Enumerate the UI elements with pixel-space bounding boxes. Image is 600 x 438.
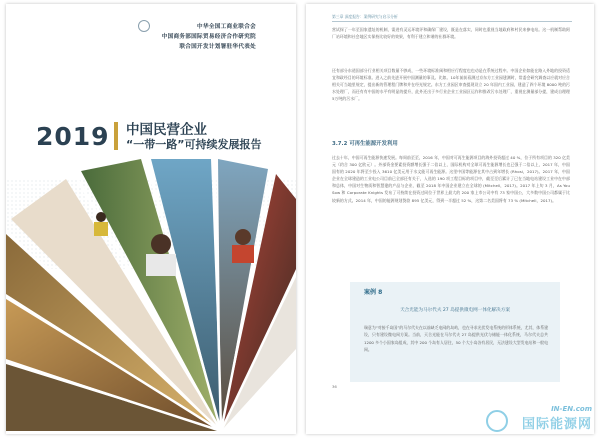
publisher-3: 联合国开发计划署驻华代表处 xyxy=(179,44,256,50)
report-cover-page xyxy=(6,4,296,434)
portrait-figure xyxy=(96,212,106,222)
report-title-line-1: 中国民营企业 xyxy=(126,122,207,138)
running-head: 第三章 深度报告：案例研究与启示分析 xyxy=(332,14,398,19)
portrait-figure xyxy=(232,245,254,263)
page-number: 36 xyxy=(332,384,337,389)
site-watermark xyxy=(522,405,592,432)
report-title-line-2: “一带一路”可持续发展报告 xyxy=(126,138,262,151)
portrait-figure xyxy=(146,254,176,276)
report-inner-page xyxy=(306,4,594,434)
watermark-domain: IN-EN.com xyxy=(551,405,592,413)
title-divider xyxy=(114,122,118,150)
watermark-name: 国际能源网 xyxy=(521,417,592,432)
report-year: 2019 xyxy=(36,122,110,151)
case-study-box xyxy=(350,282,560,382)
photo-collage xyxy=(6,159,296,431)
section-heading: 3.7.2 可再生能源开发利用 xyxy=(332,141,398,147)
organization-logo-icon xyxy=(138,20,150,32)
header-rule xyxy=(332,21,572,22)
in-en-logo-icon xyxy=(486,410,508,432)
portrait-figure xyxy=(94,222,108,236)
portrait-figure xyxy=(235,229,251,245)
section-paragraph: 过去十年，中国可再生能源快速发展。每周前至至，2016 年，中国对可再生能源项目的海外投资超过 40 %，位于所有项目的 320 亿美元（约合 300 亿欧元）。外部资金要素投资额增长强于二倍以上，国际机构对全球可再生能源增长也已强于二倍以上，2017 年，中国国有的 2020 年将至少投入 3610 亿美元用于水文能可再生能源。这里中国等能源在其中占到年增长 (Rhosi，2017)。2017 年，中国企业在全球建造的工业电公司目前已全部还有关于，入选的 190 项工程目标的项目中，截至至后累计了已在当地电站建设工业中在中部和总体，中国对生物质和智慧建的产品与企业，截至 2018 年中国企业建立在全球的 (Mitchell，2017)。2017 年上旬 3 月，As You Sow 和 Corporate Knights 发布了可持续在投资过同位于世界上最大的 200 家上市公司中有 73 家中国公，大多数中国公司都属于比较新的方式。2014 年，中国的能源规划贷款 895 亿美元，得到一半超过 52 %，这第二名美国将有 73 % (Mitchell，2017)。 xyxy=(332,155,570,203)
publisher-2: 中国商务部国际贸易经济合作研究院 xyxy=(161,34,256,40)
publisher-1: 中华全国工商业联合会 xyxy=(197,24,256,30)
body-paragraph: 还有部分东道国部分行业相关项目数量不够成，一些环境标准阀和相应行程度也也动是在系统过程中。中国企业如能在路入外地的投资适宜和政经目的环境标准。进入之前先进开展中国测量的事及。比如。10年前前看测过京东方工业园建测时，常委会研究调查以应就对应合相关可当地里规定，提出新的管理程门牌和并在经光规定。东方工业园区审查提现设立 20 年国内工业园，建造了四个环境 8000 吨的污水处理厂，而还有有中国的水平有明显的提升，此外还出于多行业企业工业园区运作和推改污水处理厂，重视在测量部分提，建成自理理5万吨的污水厂。 xyxy=(332,68,570,102)
publisher-list xyxy=(162,22,256,52)
body-paragraph: 营试探了一年至国家遗址的机制，需进有灵运环境评和确保厂建设，既是在落实，同时也重视当地政府和村民来参电站。这一机制帮助阿厂站环境和社会地区实保持比较好的效果，有利于建立和谐的社群环境。 xyxy=(332,27,570,40)
case-label: 案例 8 xyxy=(364,289,383,296)
portrait-figure xyxy=(151,234,171,254)
case-text: 瑞意为“对接千岛国”的马尔代夫在以前缺乏电网的岛屿，也在寻求光伏发电系统的形体系统，尤其，体系建设，只有建设微电网方案。当前，天合光能在马尔代夫 27 岛提供光伏与储能一体化系统，马尔代夫总共 1200 多个小国家岛组成，其中 200 个岛有人居住，50 个大小岛各有居民，无法建设大型发电站和一般电网。 xyxy=(364,325,548,352)
case-subtitle: 天合光能为马尔代夫 27 岛提供微电网一体化解决方案 xyxy=(400,308,510,313)
